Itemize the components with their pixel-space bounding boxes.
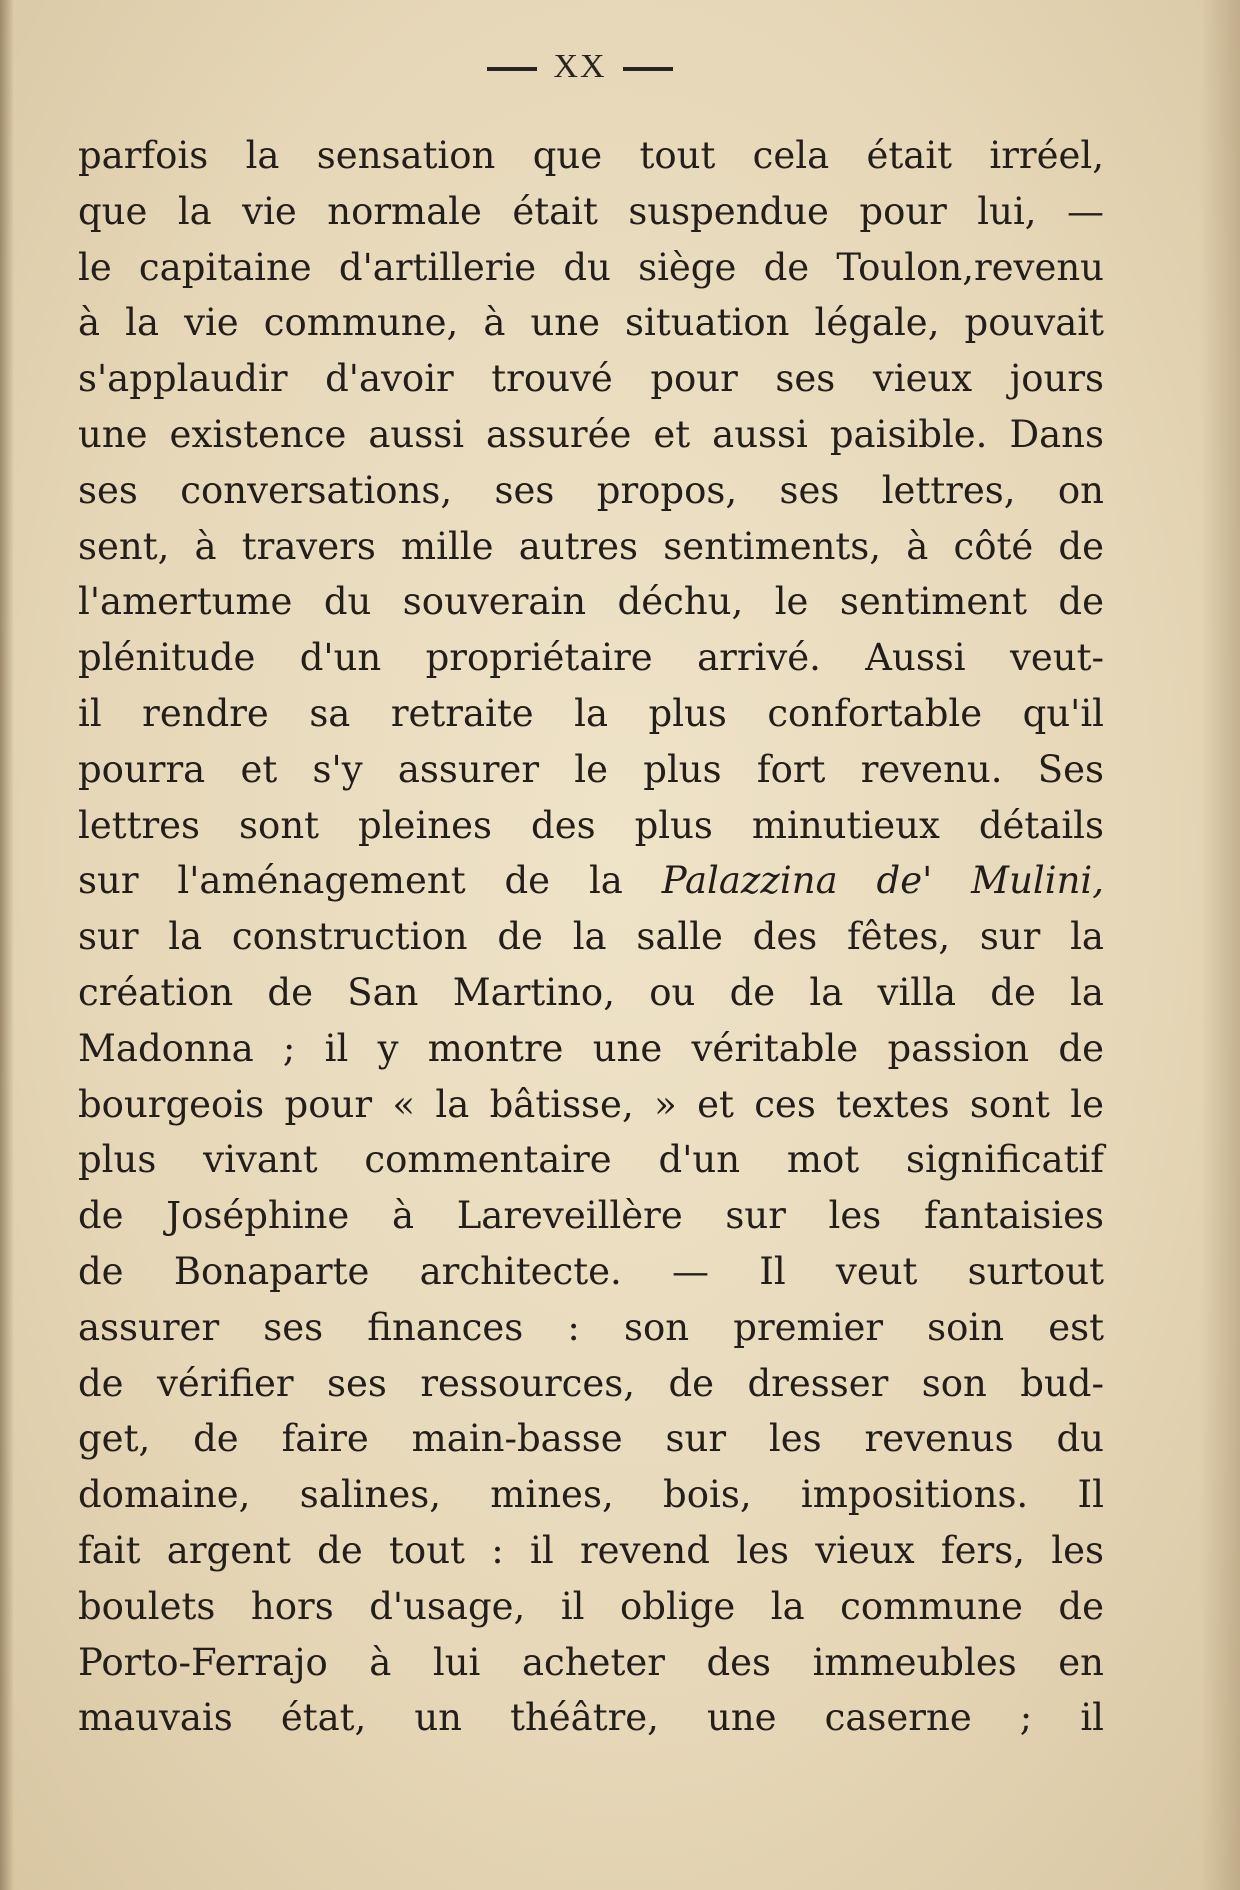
text-line: [78, 853, 1104, 909]
text-line: [78, 1579, 1104, 1635]
text-segment: Madonna ; il y montre une véritable passion de: [78, 1026, 1104, 1070]
text-segment: ses conversations, ses propos, ses lettres, on: [78, 468, 1104, 512]
text-line: [78, 574, 1104, 630]
text-line: [78, 1411, 1104, 1467]
text-line: [78, 1690, 1104, 1746]
text-line: [78, 630, 1104, 686]
text-segment: assurer ses finances : son premier soin est: [78, 1305, 1104, 1349]
text-segment: sent, à travers mille autres sentiments, à côté de: [78, 524, 1104, 568]
page-right-edge-shadow: [1200, 0, 1240, 1890]
text-line: [78, 798, 1104, 854]
text-segment: plénitude d'un propriétaire arrivé. Aussi veut-: [78, 636, 1104, 680]
text-segment: get, de faire main-basse sur les revenus du: [78, 1417, 1104, 1461]
text-line: [78, 519, 1104, 575]
text-segment: l'amertume du souverain déchu, le sentiment de: [78, 580, 1104, 624]
left-dash-decoration: [487, 67, 537, 71]
right-dash-decoration: [623, 67, 673, 71]
text-line: [78, 1021, 1104, 1077]
text-segment: fait argent de tout : il revend les vieux fers, les: [78, 1528, 1104, 1572]
text-line: [78, 463, 1104, 519]
text-segment: que la vie normale était suspendue pour lui, —: [78, 189, 1104, 233]
text-line: [78, 1188, 1104, 1244]
text-segment: sur la construction de la salle des fêtes, sur la: [78, 915, 1104, 959]
text-segment: Porto-Ferrajo à lui acheter des immeubles en: [78, 1640, 1104, 1684]
text-segment: création de San Martino, ou de la villa de la: [78, 970, 1104, 1014]
text-line: [78, 1635, 1104, 1691]
text-line: [78, 1467, 1104, 1523]
text-line: [78, 1356, 1104, 1412]
text-segment: sur l'aménagement de la: [78, 859, 662, 903]
text-line: [78, 295, 1104, 351]
text-segment: le capitaine d'artillerie du siège de Toulon,revenu: [78, 245, 1104, 289]
text-line: [78, 686, 1104, 742]
body-text: [78, 128, 1104, 1746]
page-left-edge-shadow: [0, 0, 14, 1890]
text-segment: boulets hors d'usage, il oblige la commune de: [78, 1584, 1104, 1628]
text-line: [78, 128, 1104, 184]
text-segment: lettres sont pleines des plus minutieux détails: [78, 803, 1104, 847]
text-segment: une existence aussi assurée et aussi paisible. Dans: [78, 412, 1104, 456]
text-line: [78, 1300, 1104, 1356]
text-segment: plus vivant commentaire d'un mot significatif: [78, 1138, 1104, 1182]
text-segment: domaine, salines, mines, bois, impositions. Il: [78, 1473, 1104, 1517]
text-line: [78, 1523, 1104, 1579]
text-line: [78, 1077, 1104, 1133]
text-line: [78, 742, 1104, 798]
text-line: [78, 240, 1104, 296]
text-segment: s'applaudir d'avoir trouvé pour ses vieux jours: [78, 357, 1104, 401]
text-line: [78, 1132, 1104, 1188]
text-segment: parfois la sensation que tout cela était irréel,: [78, 134, 1104, 177]
text-line: [78, 407, 1104, 463]
text-line: [78, 351, 1104, 407]
text-segment: de Bonaparte architecte. — Il veut surtout: [78, 1249, 1104, 1293]
page-number: XX: [553, 48, 607, 85]
text-line: [78, 184, 1104, 240]
text-segment: mauvais état, un théâtre, une caserne ; il: [78, 1696, 1104, 1740]
text-line: [78, 965, 1104, 1021]
text-segment: de Joséphine à Lareveillère sur les fantaisies: [78, 1194, 1104, 1238]
text-segment: il rendre sa retraite la plus confortable qu'il: [78, 691, 1104, 735]
italic-text-segment: Palazzina de' Mulini,: [661, 859, 1104, 903]
text-segment: de vérifier ses ressources, de dresser son bud-: [78, 1361, 1104, 1405]
text-segment: bourgeois pour « la bâtisse, » et ces textes sont le: [78, 1082, 1104, 1126]
text-segment: pourra et s'y assurer le plus fort revenu. Ses: [78, 747, 1104, 791]
text-line: [78, 909, 1104, 965]
text-line: [78, 1244, 1104, 1300]
text-segment: à la vie commune, à une situation légale, pouvait: [78, 301, 1104, 345]
page-number-header: [0, 48, 1160, 86]
